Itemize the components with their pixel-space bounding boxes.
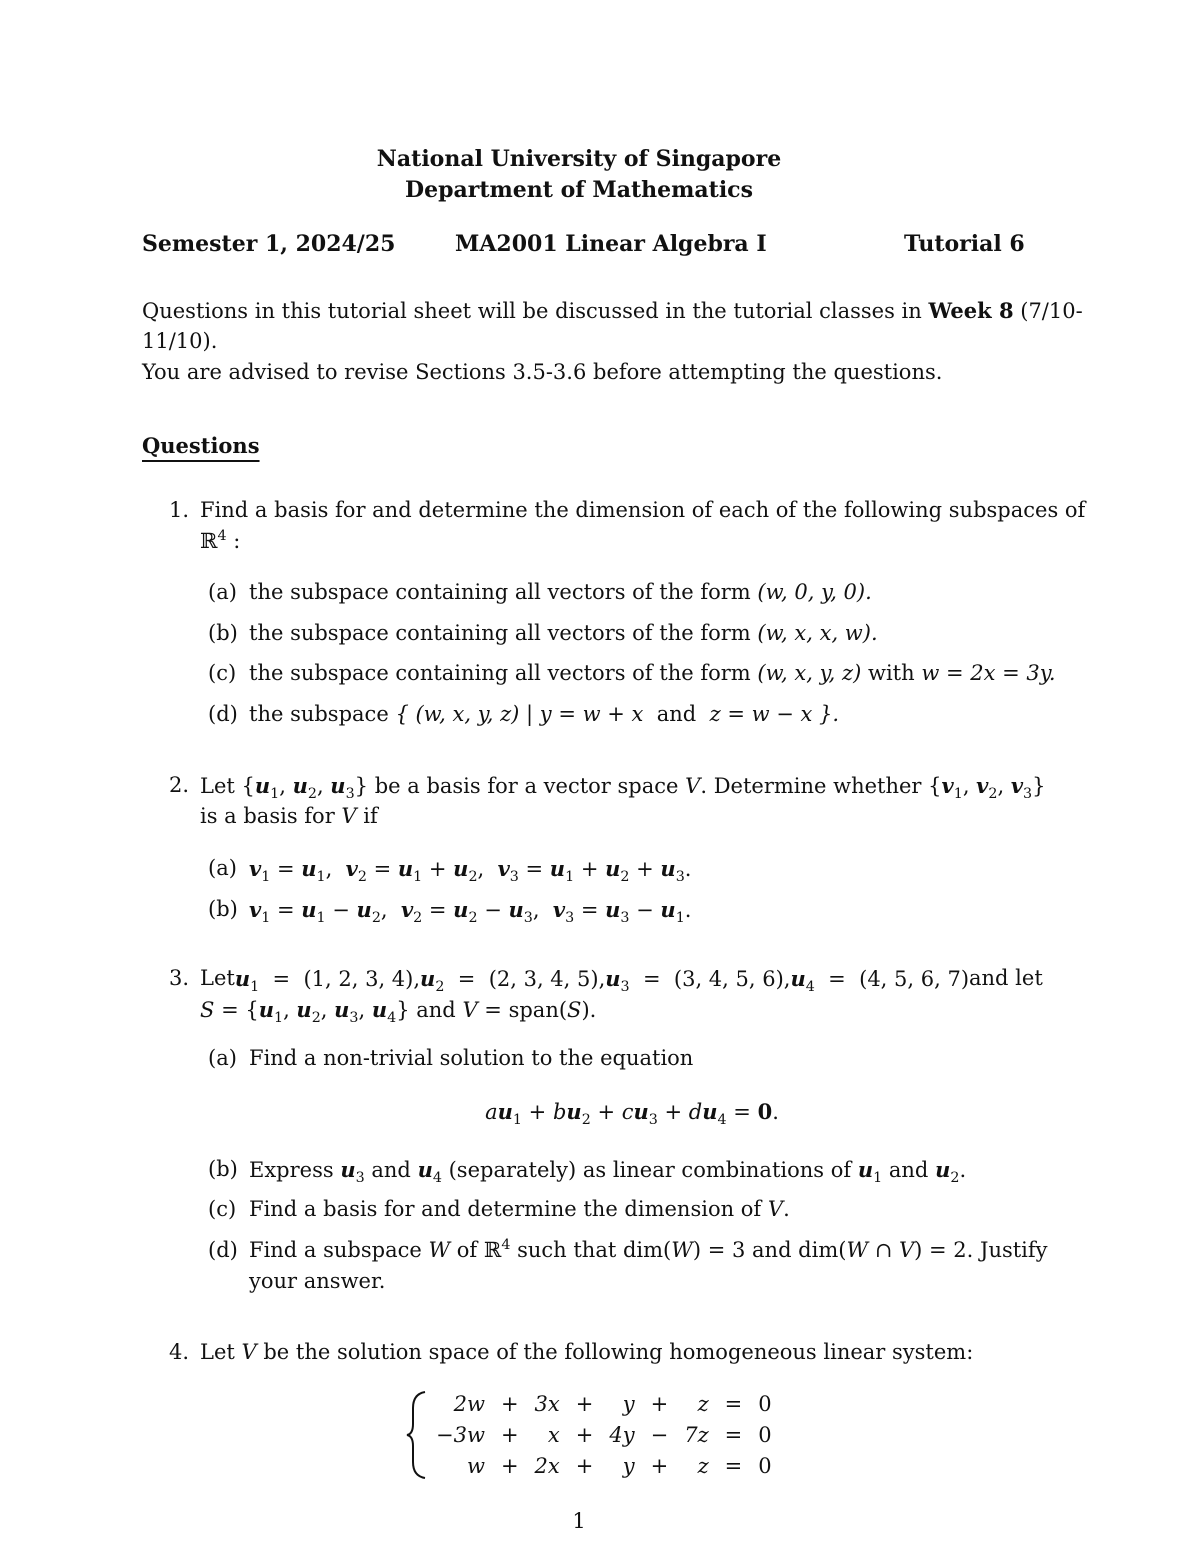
- q3d-label: (d): [208, 1238, 238, 1262]
- q2b-label: (b): [208, 897, 238, 921]
- university-title: National University of Singapore: [376, 146, 782, 172]
- system-cell: 2x: [534, 1453, 560, 1478]
- q1d-and: and: [656, 702, 697, 726]
- system-cell: z: [697, 1391, 709, 1416]
- q1d-text: [249, 702, 839, 726]
- semester-label: Semester 1, 2024/25: [142, 231, 396, 257]
- q2-if: if: [363, 804, 378, 828]
- system-cell: z: [697, 1453, 709, 1478]
- q3d-and: ) = 3 and dim(: [692, 1238, 847, 1262]
- q3-u3: $u_3 = (3$, 4, 5, 6),: [605, 966, 791, 996]
- q2-be: be a basis for a vector space: [374, 774, 679, 798]
- q1a-label: (a): [208, 580, 237, 604]
- q1d-math2: z = w − x }.: [709, 702, 840, 726]
- system-cell: 3x: [534, 1391, 560, 1416]
- system-cell: −3w: [436, 1422, 485, 1447]
- q1-colon: :: [226, 529, 241, 553]
- system-row: [428, 1419, 780, 1450]
- q3b-text: Express $u_3$ and $u_4$ (separately) as linear combinations of $u_1$ and $u_2$.: [249, 1157, 967, 1187]
- q2a-label: (a): [208, 856, 237, 880]
- q1-number: 1.: [169, 498, 190, 522]
- q3b-body: (separately) as linear combinations of: [448, 1158, 852, 1182]
- system-cell: =: [724, 1422, 743, 1447]
- q2-number: 2.: [169, 773, 190, 797]
- system-cell: 2w: [453, 1391, 485, 1416]
- department-title: Department of Mathematics: [405, 177, 753, 203]
- q4-text: Let V be the solution space of the following homogeneous linear system:: [200, 1340, 974, 1364]
- system-cell: =: [724, 1453, 743, 1478]
- q1-space-symbol: ℝ: [200, 529, 218, 553]
- page-number: 1: [572, 1509, 586, 1533]
- q2a-math: $v_1 = u_1$, $v_2 = u_1 + u_2$, $v_3 = u_1 + u_2 + u_3$.: [249, 856, 692, 886]
- q2-line-2: is a basis for V if: [200, 804, 378, 828]
- intro-line-3: You are advised to revise Sections 3.5-3.6 before attempting the questions.: [142, 360, 943, 384]
- q1c-label: (c): [208, 661, 237, 685]
- q1c-with: with: [867, 661, 915, 685]
- q1d-label: (d): [208, 702, 238, 726]
- q1-text: Find a basis for and determine the dimension of each of the following subspaces of: [200, 498, 1086, 522]
- q2-determine: Determine whether: [713, 774, 922, 798]
- q1d-math: { (w, x, y, z) | y = w + x: [395, 702, 644, 726]
- q3a-text: Find a non-trivial solution to the equation: [249, 1046, 694, 1070]
- q1b-math: (w, x, x, w).: [757, 621, 878, 645]
- q3-line-2: $S = \{u_1$, $u_2$, $u_3$, $u_4$} and V = span(S).: [200, 997, 597, 1027]
- q3-u1: $u_1 = (1$, 2, 3, 4),: [234, 966, 421, 996]
- q3c-text: Find a basis for and determine the dimension of V.: [249, 1197, 790, 1221]
- q1a-text: [249, 580, 872, 604]
- section-title: Questions: [142, 433, 260, 458]
- q3d-text: Find a subspace W of ℝ$^4$ such that dim(W) = 3 and dim(W ∩ V) = 2. Justify: [249, 1237, 1048, 1262]
- system-cell: y: [622, 1391, 635, 1416]
- q3-number: 3.: [169, 966, 190, 990]
- q3-u3-value: (3, 4, 5, 6),: [673, 967, 791, 991]
- q3d-justify: ) = 2. Justify: [914, 1238, 1048, 1262]
- intro-line-2: 11/10).: [142, 329, 218, 353]
- q3-and-let: and let: [969, 966, 1043, 990]
- q2-line-1: Let {$u_1$, $u_2$, $u_3$} be a basis for a vector space V. Determine whether {$v_1$, $v_2$, $v_3$}: [200, 773, 1046, 803]
- system-cell: +: [575, 1422, 594, 1447]
- q3-u1-value: (1, 2, 3, 4),: [303, 967, 421, 991]
- q3-line-1: [200, 966, 1043, 996]
- q3b-and: and: [371, 1158, 411, 1182]
- q3d-line-2: your answer.: [249, 1269, 386, 1293]
- q3b-and-2: and: [888, 1158, 929, 1182]
- q2-let: Let: [200, 774, 235, 798]
- system-cell: +: [500, 1391, 519, 1416]
- q1b-label: (b): [208, 621, 238, 645]
- system-cell: w: [466, 1453, 485, 1478]
- q3a-equation: $au_1 + bu_2 + cu_3 + du_4 = 0$.: [485, 1099, 779, 1129]
- q1c-math: (w, x, y, z): [757, 661, 862, 685]
- q3a-label: (a): [208, 1046, 237, 1070]
- q3-span: span: [508, 998, 559, 1022]
- q4-number: 4.: [169, 1340, 190, 1364]
- tutorial-label: Tutorial 6: [904, 231, 1025, 257]
- system-cell: 0: [758, 1453, 772, 1478]
- q4-let: Let: [200, 1340, 235, 1364]
- system-cell: −: [650, 1422, 669, 1447]
- q3-u2: $u_2 = (2$, 3, 4, 5),: [420, 966, 606, 996]
- q3-u4: $u_4 = (4$, 5, 6, 7): [790, 966, 970, 996]
- q2b-math: $v_1 = u_1 - u_2$, $v_2 = u_2 - u_3$, $v_3 = u_3 - u_1$.: [249, 897, 692, 927]
- q1c-text: [249, 661, 1056, 685]
- q1-space-exp: 4: [217, 528, 227, 544]
- q1c-math2: w = 2x = 3y.: [921, 661, 1056, 685]
- intro-line-1: [142, 298, 1083, 323]
- linear-system: [428, 1388, 780, 1481]
- course-label: MA2001 Linear Algebra I: [455, 231, 767, 257]
- q1b-text-body: the subspace containing all vectors of the form: [249, 621, 751, 645]
- q3b-label: (b): [208, 1157, 238, 1181]
- q3b-express: Express: [249, 1158, 334, 1182]
- intro-dates: (7/10-: [1020, 299, 1083, 323]
- q4-body: be the solution space of the following homogeneous linear system:: [263, 1340, 974, 1364]
- system-cell: +: [500, 1453, 519, 1478]
- intro-week: Week 8: [928, 298, 1014, 323]
- q3d-such: such that dim(: [517, 1238, 672, 1262]
- q3d-find: Find a subspace: [249, 1238, 422, 1262]
- system-cell: 0: [758, 1422, 772, 1447]
- q3c-body: Find a basis for and determine the dimension of: [249, 1197, 762, 1221]
- q3-and: and: [416, 998, 456, 1022]
- system-cell: 4y: [609, 1422, 635, 1447]
- q1b-text: [249, 621, 878, 645]
- system-cell: 0: [758, 1391, 772, 1416]
- q3-u2-value: (2, 3, 4, 5),: [488, 967, 606, 991]
- q1d-text-body: the subspace: [249, 702, 389, 726]
- system-cell: +: [575, 1453, 594, 1478]
- system-cell: +: [650, 1453, 669, 1478]
- intro-line-1-text: Questions in this tutorial sheet will be discussed in the tutorial classes in: [142, 299, 922, 323]
- q3d-of: of: [456, 1238, 478, 1262]
- q1c-text-body: the subspace containing all vectors of the form: [249, 661, 751, 685]
- system-cell: +: [500, 1422, 519, 1447]
- system-cell: +: [650, 1391, 669, 1416]
- system-cell: +: [575, 1391, 594, 1416]
- system-row: [428, 1388, 780, 1419]
- q2-is: is a basis for: [200, 804, 335, 828]
- q3-u4-value: (4, 5, 6, 7): [859, 967, 970, 991]
- system-cell: 7z: [684, 1422, 709, 1447]
- system-cell: y: [622, 1453, 635, 1478]
- q3-let: Let: [200, 966, 235, 990]
- system-cell: x: [547, 1422, 560, 1447]
- system-row: [428, 1450, 780, 1481]
- system-cell: =: [724, 1391, 743, 1416]
- q1a-math: (w, 0, y, 0).: [757, 580, 872, 604]
- q3c-label: (c): [208, 1197, 237, 1221]
- q1-space: [200, 529, 240, 553]
- q1a-text-body: the subspace containing all vectors of the form: [249, 580, 751, 604]
